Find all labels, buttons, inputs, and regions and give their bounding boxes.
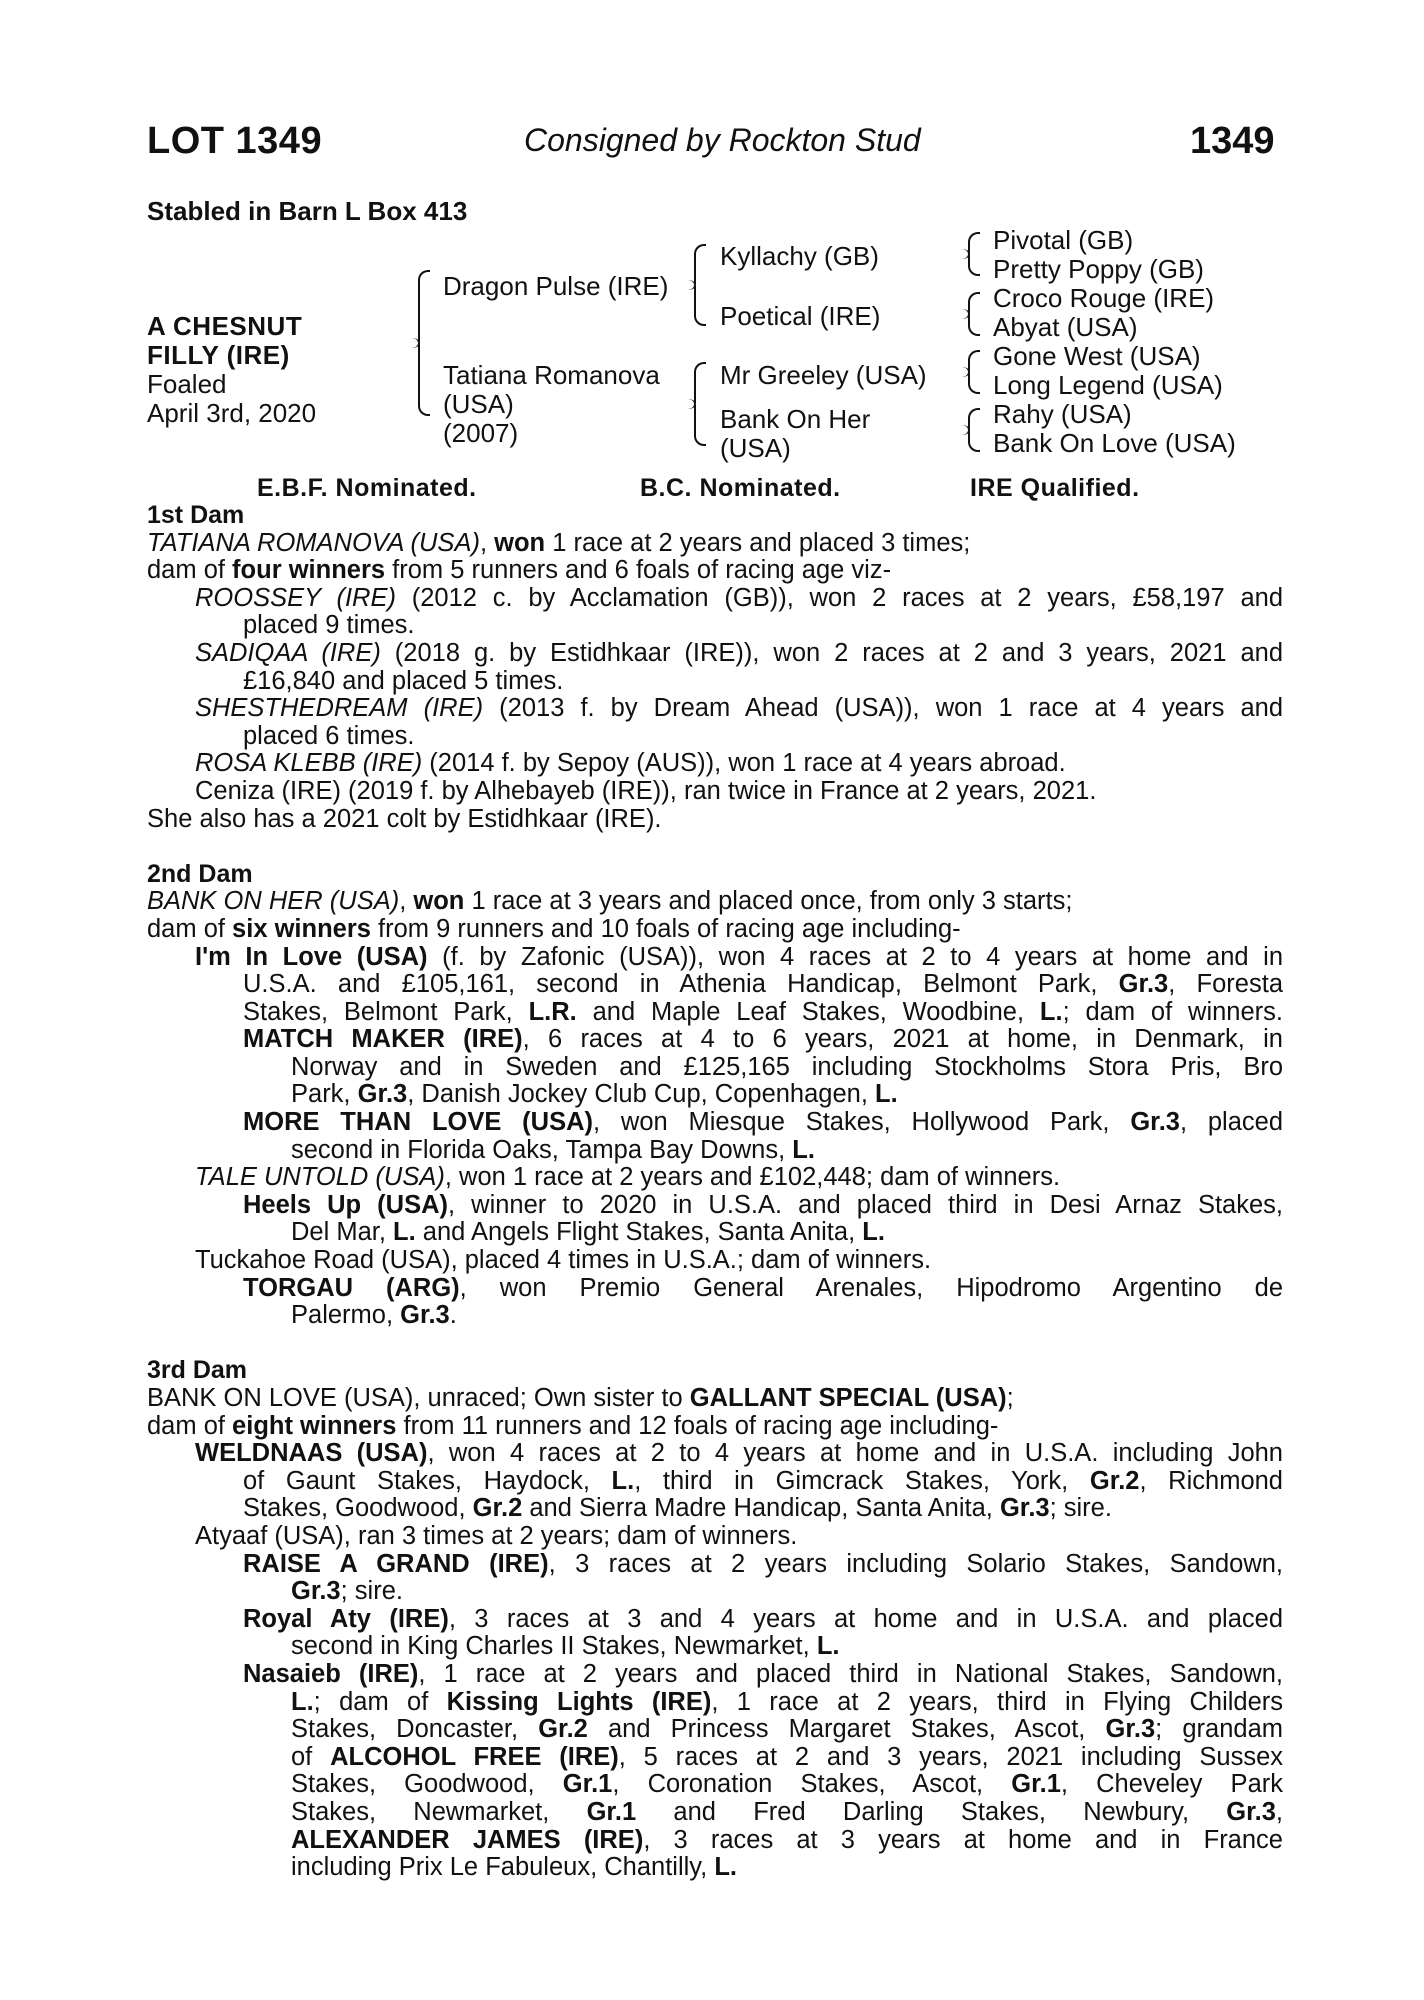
progeny-name: Kissing Lights (IRE) <box>446 1688 712 1716</box>
second-dam-line <box>147 1109 1283 1137</box>
emphasis: eight winners <box>232 1411 397 1440</box>
text: BANK ON LOVE (USA), unraced; Own sister to <box>147 1384 690 1412</box>
text: and Angels Flight Stakes, Santa Anita, <box>415 1218 863 1247</box>
grade: Gr.3 <box>1226 1798 1276 1826</box>
grade: L.R. <box>528 998 577 1026</box>
third-dam-line: Atyaaf (USA), ran 3 times at 2 years; dam of winners. <box>195 1521 798 1550</box>
text: , won 1 race at 2 years and £102,448; dam of winners. <box>444 1163 1061 1192</box>
dam-year: (2007) <box>443 418 519 448</box>
brace-g3-2 <box>968 292 978 336</box>
text: Del Mar, <box>291 1218 394 1247</box>
progeny-name: SHESTHEDREAM (IRE) <box>195 695 484 723</box>
horse-description <box>147 312 316 428</box>
text: , Foresta <box>1168 971 1283 999</box>
stabling-info: Stabled in Barn L Box 413 <box>147 196 468 226</box>
text: Stakes, Doncaster, <box>291 1716 539 1744</box>
text: , 3 races at 2 years including Solario Stakes, Sandown, <box>548 1550 1283 1578</box>
third-dam-heading: 3rd Dam <box>147 1356 248 1385</box>
text: 1 race at 3 years and placed once, from only 3 starts; <box>464 887 1073 916</box>
progeny-name: TORGAU (ARG) <box>243 1274 460 1302</box>
progeny-name: ROSA KLEBB (IRE) <box>195 749 423 778</box>
third-dam-line <box>147 1413 1283 1441</box>
text: and Sierra Madre Handicap, Santa Anita, <box>522 1494 1000 1523</box>
text: . <box>449 1301 457 1330</box>
text: , <box>1275 1798 1283 1826</box>
dam-dam-name: Bank On Her <box>720 404 871 434</box>
progeny-name: I'm In Love (USA) <box>195 943 428 971</box>
second-dam-line <box>147 1026 1283 1054</box>
text: dam of <box>147 556 233 585</box>
dam-name: BANK ON HER (USA) <box>147 887 400 916</box>
grade: Gr.1 <box>586 1798 637 1826</box>
third-dam-line <box>147 1606 1283 1634</box>
third-dam-line <box>147 1468 1283 1496</box>
text: Stakes, Belmont Park, <box>243 998 529 1026</box>
first-dam-line: She also has a 2021 colt by Estidhkaar (IRE). <box>147 804 662 833</box>
emphasis: won <box>413 887 465 916</box>
second-dam-line <box>147 1081 1283 1109</box>
horse-sex-line1: A CHESNUT <box>147 311 303 341</box>
g3-ancestor: Bank On Love (USA) <box>993 428 1236 458</box>
g3-ancestor: Rahy (USA) <box>993 399 1132 429</box>
text: , 5 races at 2 and 3 years, 2021 including Sussex <box>618 1743 1283 1771</box>
text: of <box>291 1743 331 1771</box>
first-dam-line: placed 9 times. <box>243 611 415 640</box>
second-dam-line: Norway and in Sweden and £125,165 including Stockholms Stora Pris, Bro <box>291 1053 1283 1081</box>
text: of Gaunt Stakes, Haydock, <box>243 1467 612 1495</box>
text: Palermo, <box>291 1301 401 1330</box>
third-dam-line <box>147 1578 1283 1606</box>
nomination-bc: B.C. Nominated. <box>640 474 841 502</box>
second-dam-line <box>147 1192 1283 1220</box>
grade: Gr.1 <box>562 1771 613 1799</box>
text: , won Premio General Arenales, Hipodromo Argentino de <box>459 1274 1283 1302</box>
text: , Cheveley Park <box>1060 1771 1283 1799</box>
grade: Gr.3 <box>400 1301 450 1330</box>
text: (2018 g. by Estidhkaar (IRE)), won 2 races at 2 and 3 years, 2021 and <box>380 639 1283 667</box>
third-dam-line <box>147 1495 1283 1523</box>
text: , third in Gimcrack Stakes, York, <box>634 1467 1090 1495</box>
first-dam-line <box>147 695 1283 723</box>
progeny-name: ALCOHOL FREE (IRE) <box>330 1743 619 1771</box>
text: , placed <box>1179 1109 1283 1137</box>
grade: Gr.3 <box>999 1494 1050 1523</box>
second-dam-line <box>147 1164 1283 1192</box>
dam-dam <box>720 405 870 463</box>
g3-ancestors <box>993 226 1236 458</box>
third-dam-line <box>147 1633 1283 1661</box>
text: ; sire. <box>1049 1494 1112 1523</box>
grade: Gr.3 <box>1118 971 1169 999</box>
second-dam-heading: 2nd Dam <box>147 859 253 888</box>
text: , 3 races at 3 years at home and in France <box>643 1826 1283 1854</box>
brace-g3-4 <box>968 408 978 452</box>
grade: Gr.3 <box>357 1080 408 1109</box>
emphasis: four winners <box>232 556 386 585</box>
nomination-ebf: E.B.F. Nominated. <box>257 474 477 502</box>
grade: L. <box>792 1135 815 1164</box>
grade: L. <box>1039 998 1063 1026</box>
third-dam-line <box>147 1716 1283 1744</box>
third-dam-line <box>147 1827 1283 1855</box>
text: , Richmond <box>1139 1467 1283 1495</box>
text: second in Florida Oaks, Tampa Bay Downs, <box>291 1135 793 1164</box>
brace-gen1 <box>418 270 430 416</box>
dam-name: TATIANA ROMANOVA (USA) <box>147 528 480 557</box>
grade: Gr.3 <box>1130 1109 1180 1137</box>
catalogue-body <box>147 502 1283 1882</box>
text: dam of <box>147 1411 233 1440</box>
third-dam-line <box>147 1440 1283 1468</box>
g3-ancestor: Gone West (USA) <box>993 341 1201 371</box>
text: Park, <box>291 1080 358 1109</box>
text: U.S.A. and £105,161, second in Athenia Handicap, Belmont Park, <box>243 971 1119 999</box>
sire-sire: Kyllachy (GB) <box>720 241 879 271</box>
grade: Gr.2 <box>538 1716 588 1744</box>
second-dam-line <box>147 944 1283 972</box>
second-dam-line <box>147 1302 1283 1330</box>
text: Stakes, Goodwood, <box>291 1771 563 1799</box>
text: (2012 c. by Acclamation (GB)), won 2 races at 2 years, £58,197 and <box>395 584 1283 612</box>
text: ; dam of <box>313 1688 447 1716</box>
third-dam-line <box>147 1385 1283 1413</box>
third-dam-line <box>147 1799 1283 1827</box>
second-dam-line: Tuckahoe Road (USA), placed 4 times in U.S.A.; dam of winners. <box>195 1246 932 1275</box>
second-dam-line <box>147 1219 1283 1247</box>
third-dam-line <box>147 1551 1283 1579</box>
text: and Maple Leaf Stakes, Woodbine, <box>576 998 1040 1026</box>
text: , 1 race at 2 years, third in Flying Childers <box>711 1688 1283 1716</box>
third-dam-line <box>147 1854 1283 1882</box>
dam-sire: Mr Greeley (USA) <box>720 360 927 390</box>
lot-label: LOT 1349 <box>147 120 323 162</box>
first-dam-line: placed 6 times. <box>243 721 415 750</box>
text: , won 4 races at 2 to 4 years at home and in U.S.A. including John <box>427 1440 1283 1468</box>
grade: L. <box>611 1467 635 1495</box>
g3-ancestor: Pretty Poppy (GB) <box>993 254 1204 284</box>
text: , Danish Jockey Club Cup, Copenhagen, <box>407 1080 876 1109</box>
text: and Princess Margaret Stakes, Ascot, <box>587 1716 1106 1744</box>
progeny-name: RAISE A GRAND (IRE) <box>243 1550 549 1578</box>
text: including Prix Le Fabuleux, Chantilly, <box>291 1853 715 1882</box>
text: second in King Charles II Stakes, Newmarket, <box>291 1632 817 1661</box>
text: , won Miesque Stakes, Hollywood Park, <box>593 1109 1131 1137</box>
grade: Gr.1 <box>1011 1771 1061 1799</box>
text: , 1 race at 2 years and placed third in National Stakes, Sandown, <box>418 1660 1283 1688</box>
first-dam-line <box>147 530 1283 558</box>
text: from 5 runners and 6 foals of racing age viz- <box>385 556 892 585</box>
grade: L. <box>875 1080 898 1109</box>
text: ; grandam <box>1155 1716 1283 1744</box>
dam <box>443 361 660 448</box>
third-dam-line <box>147 1744 1283 1772</box>
second-dam-line <box>147 1275 1283 1303</box>
dam-name: Tatiana Romanova <box>443 360 660 390</box>
dam-dam-country: (USA) <box>720 433 791 463</box>
progeny-name: ROOSSEY (IRE) <box>195 584 396 612</box>
dam-country: (USA) <box>443 389 514 419</box>
consignor: Consigned by Rockton Stud <box>524 122 921 158</box>
grade: Gr.2 <box>1089 1467 1140 1495</box>
lot-number: 1349 <box>1190 120 1275 162</box>
foaled-label: Foaled <box>147 369 227 399</box>
progeny-name: Nasaieb (IRE) <box>243 1660 419 1688</box>
grade: L. <box>393 1218 416 1247</box>
text: , 3 races at 3 and 4 years at home and in U.S.A. and placed <box>448 1605 1283 1633</box>
nomination-ire: IRE Qualified. <box>970 474 1140 502</box>
grade: L. <box>714 1853 737 1882</box>
text: dam of <box>147 914 233 943</box>
text: , <box>479 528 495 557</box>
g3-ancestor: Pivotal (GB) <box>993 225 1134 255</box>
first-dam-line <box>147 640 1283 668</box>
text: , 6 races at 4 to 6 years, 2021 at home, in Denmark, in <box>522 1026 1283 1054</box>
progeny-name: TALE UNTOLD (USA) <box>195 1163 445 1192</box>
progeny-name: ALEXANDER JAMES (IRE) <box>291 1826 644 1854</box>
second-dam-line <box>147 888 1283 916</box>
foaled-date: April 3rd, 2020 <box>147 398 317 428</box>
text: Stakes, Newmarket, <box>291 1798 587 1826</box>
sire-dam: Poetical (IRE) <box>720 301 881 331</box>
text: (f. by Zafonic (USA)), won 4 races at 2 to 4 years at home and in <box>427 943 1283 971</box>
second-dam-line <box>147 999 1283 1027</box>
g3-ancestor: Croco Rouge (IRE) <box>993 283 1215 313</box>
horse-sex-line2: FILLY (IRE) <box>147 340 290 370</box>
second-dam-line <box>147 971 1283 999</box>
first-dam-line: £16,840 and placed 5 times. <box>243 666 564 695</box>
emphasis: won <box>494 528 546 557</box>
progeny-name: Royal Aty (IRE) <box>243 1605 449 1633</box>
third-dam-line <box>147 1689 1283 1717</box>
brace-g3-3 <box>968 350 978 394</box>
brace-sire <box>694 244 704 326</box>
text: from 11 runners and 12 foals of racing age including- <box>396 1411 999 1440</box>
emphasis: GALLANT SPECIAL (USA) <box>689 1384 1007 1412</box>
text: and Fred Darling Stakes, Newbury, <box>636 1798 1227 1826</box>
progeny-name: MATCH MAKER (IRE) <box>243 1026 523 1054</box>
third-dam-line <box>147 1771 1283 1799</box>
emphasis: six winners <box>232 914 371 943</box>
brace-g3-1 <box>968 232 978 276</box>
progeny-name: WELDNAAS (USA) <box>195 1440 428 1468</box>
text: , <box>399 887 414 916</box>
g3-ancestor: Long Legend (USA) <box>993 370 1223 400</box>
text: ; dam of winners. <box>1062 998 1283 1026</box>
grade: Gr.2 <box>472 1494 523 1523</box>
text: from 9 runners and 10 foals of racing age including- <box>370 914 961 943</box>
first-dam-line: Ceniza (IRE) (2019 f. by Alhebayeb (IRE)), ran twice in France at 2 years, 2021. <box>195 776 1097 805</box>
grade: L. <box>862 1218 885 1247</box>
progeny-name: SADIQAA (IRE) <box>195 639 381 667</box>
text: (2014 f. by Sepoy (AUS)), won 1 race at 4 years abroad. <box>422 749 1066 778</box>
progeny-name: MORE THAN LOVE (USA) <box>243 1109 594 1137</box>
text: ; sire. <box>340 1577 403 1606</box>
text: 1 race at 2 years and placed 3 times; <box>545 528 971 557</box>
first-dam-line <box>147 557 1283 585</box>
text: (2013 f. by Dream Ahead (USA)), won 1 race at 4 years and <box>483 695 1283 723</box>
text: , winner to 2020 in U.S.A. and placed third in Desi Arnaz Stakes, <box>448 1191 1283 1219</box>
grade: Gr.3 <box>291 1577 341 1606</box>
second-dam-line <box>147 1137 1283 1165</box>
g3-ancestor: Abyat (USA) <box>993 312 1138 342</box>
grade: L. <box>291 1688 314 1716</box>
second-dam-line <box>147 916 1283 944</box>
grade: L. <box>816 1632 840 1661</box>
third-dam-line <box>147 1661 1283 1689</box>
first-dam-line <box>147 750 1283 778</box>
progeny-name: Heels Up (USA) <box>243 1191 449 1219</box>
brace-dam <box>694 362 704 446</box>
grade: Gr.3 <box>1105 1716 1156 1744</box>
text: Stakes, Goodwood, <box>243 1494 473 1523</box>
text: , Coronation Stakes, Ascot, <box>612 1771 1012 1799</box>
text: ; <box>1006 1384 1014 1412</box>
first-dam-heading: 1st Dam <box>147 501 245 529</box>
first-dam-line <box>147 585 1283 613</box>
sire: Dragon Pulse (IRE) <box>443 271 669 301</box>
